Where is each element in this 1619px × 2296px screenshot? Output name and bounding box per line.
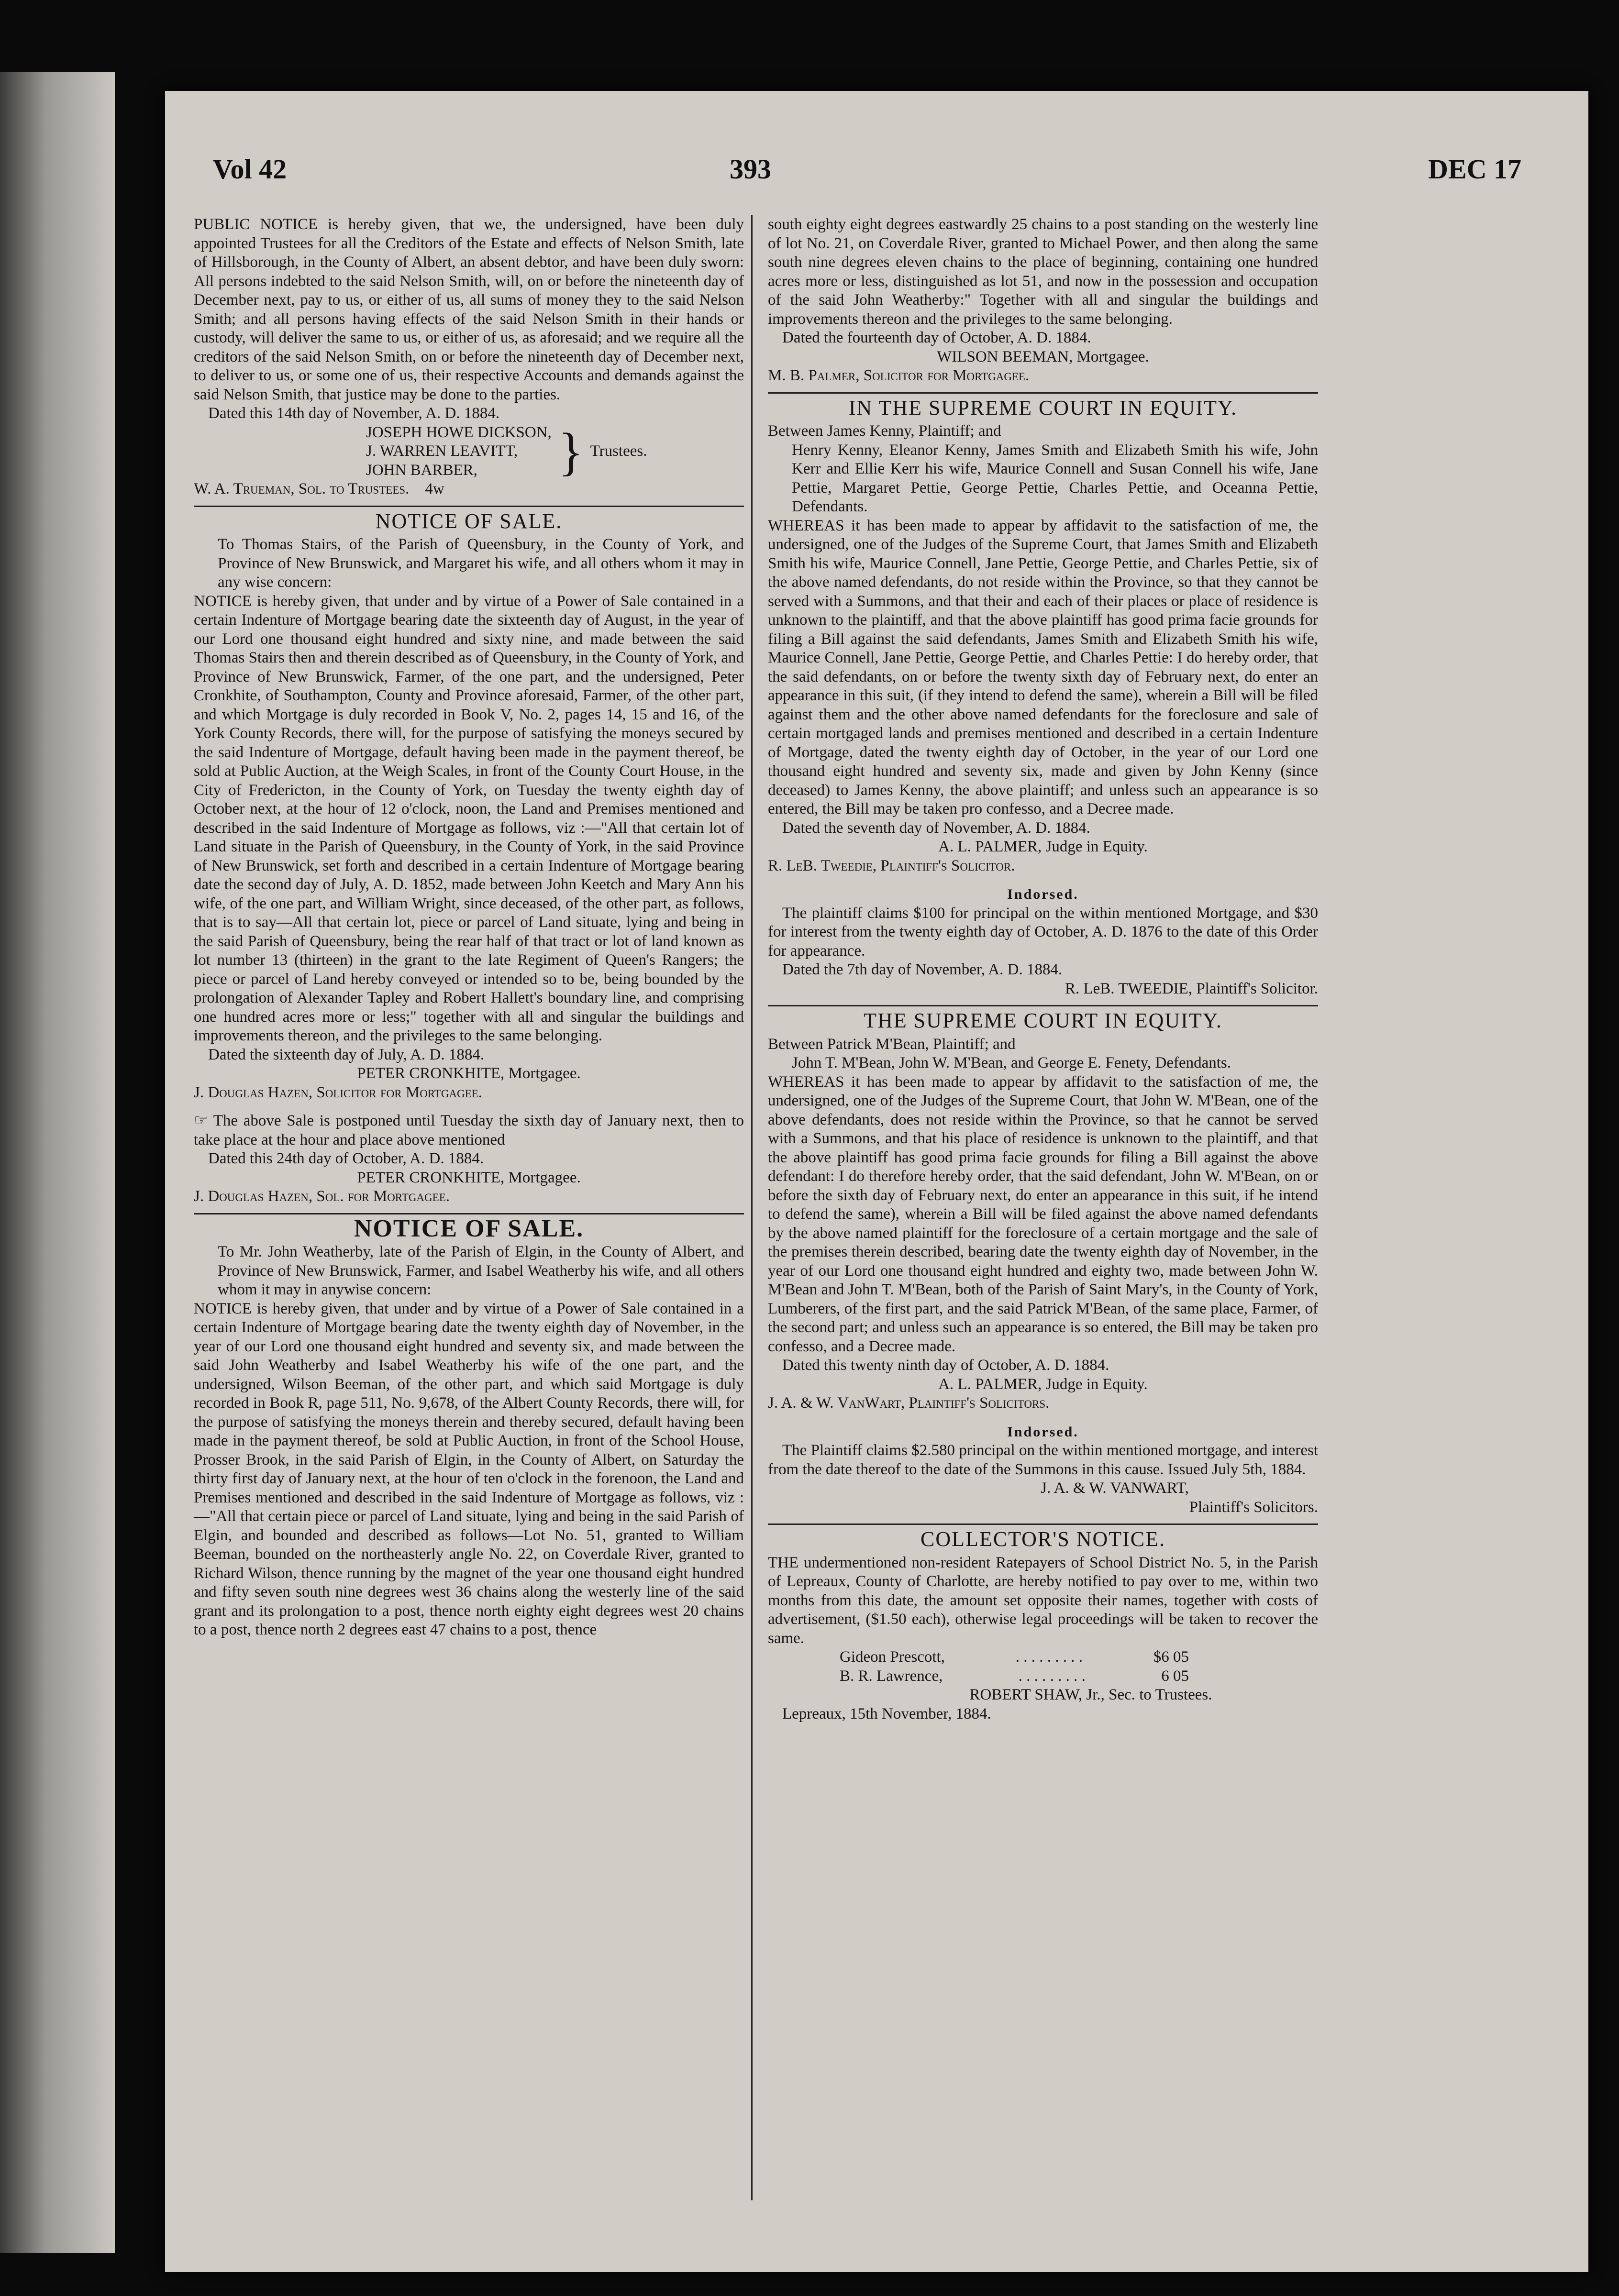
solicitor-line: J. Douglas Hazen, Sol. for Mortgagee. — [194, 1188, 450, 1205]
section-title: NOTICE OF SALE. — [375, 509, 563, 533]
indorsed-signature-role: Plaintiff's Solicitors. — [1189, 1498, 1318, 1516]
indorsed-label: Indorsed. — [1007, 886, 1079, 902]
notice-of-sale-stairs — [194, 509, 744, 1206]
postponement-dated: Dated this 24th day of October, A. D. 1884. — [208, 1150, 484, 1167]
solicitor-line: J. A. & W. VanWart, Plaintiff's Solicitors. — [768, 1394, 1050, 1412]
trustee-notice — [194, 215, 744, 499]
section-rule — [194, 506, 744, 507]
section-title: IN THE SUPREME COURT IN EQUITY. — [848, 396, 1238, 419]
solicitor-line: W. A. Trueman, Sol. to Trustees. — [194, 480, 410, 497]
order-body: WHEREAS it has been made to appear by affidavit to the satisfaction of me, the undersigned, one of the Judges of the Supreme Court, that John W. M'Bean, one of the above defendants, does not reside within the Province, so that he cannot be served with a Summons, and that his place of residence is unknown to the plaintiff, and that the above plaintiff has good prima facie grounds for filing a Bill against the above defendant: I do therefore hereby order, that the said defendant, John W. M'Bean, on or before the sixth day of February next, do enter an appearance in this suit, if he intend to defend the same), wherein a Bill will be filed against the above named defendants by the above named plaintiff for the foreclosure of a certain mortgage and the sale of the premises therein described, bearing date the twenty eighth day of November, in the year of our Lord one thousand eight hundred and eighty two, made between John W. M'Bean and John T. M'Bean, both of the Parish of Saint Mary's, in the County of York, Lumberers, of the first part, and the said Patrick M'Bean, of the same place, Farmer, of the second part; and unless such an appearance is so entered, the Bill may be taken pro confesso, and a Decree made. — [768, 1073, 1318, 1355]
section-rule — [768, 392, 1318, 394]
equity-notice-kenny — [768, 398, 1318, 999]
order-dated: Dated the seventh day of November, A. D. 1884. — [782, 819, 1090, 837]
indorsed-signature: J. A. & W. VANWART, — [1041, 1479, 1189, 1497]
judge-signature: A. L. PALMER, Judge in Equity. — [938, 1375, 1148, 1393]
section-rule — [768, 1005, 1318, 1006]
equity-notice-mbean — [768, 1011, 1318, 1517]
order-dated: Dated this twenty ninth day of October, A. D. 1884. — [782, 1357, 1109, 1374]
section-title: NOTICE OF SALE. — [354, 1214, 584, 1242]
leader-dots: . . . . . . . . . — [1015, 1648, 1083, 1666]
order-body: WHEREAS it has been made to appear by affidavit to the satisfaction of me, the undersigned, one of the Judges of the Supreme Court, that James Smith and Elizabeth Smith his wife, Maurice Connell, Jane Pettie, George Pettie, and Charles Pettie, six of the above named defendants, do not reside within the Province, so that they cannot be served with a Summons, and that their and each of their places or place of residence is unknown to the plaintiff, and that the above plaintiff has good prima facie grounds for filing a Bill against the said defendants, James Smith and Elizabeth Smith his wife, Maurice Connell, Jane Pettie, George Pettie, and Charles Pettie: I do hereby order, that the said defendants, on or before the twenty sixth day of February next, do enter an appearance in this suit, (if they intend to defend the same), wherein a Bill will be filed against them and the other above named defendants for the foreclosure and sale of certain mortgaged lands and premises mentioned and described in a certain Indenture of Mortgage, dated the twenty eighth day of October, in the year of our Lord one thousand eight hundred and seventy six, made and given by John Kenny (since deceased) to James Kenny, the above plaintiff; and unless such an appearance is so entered, the Bill may be taken pro confesso, and a Decree made. — [768, 517, 1318, 817]
notice-dated: Dated this 14th day of November, A. D. 1884. — [208, 405, 500, 422]
page-number: 393 — [730, 154, 771, 185]
ratepayer-amount: $6 05 — [1153, 1648, 1189, 1666]
sale-dated: Dated the sixteenth day of July, A. D. 1884. — [208, 1046, 485, 1063]
collectors-notice — [768, 1527, 1318, 1723]
ratepayer-name: Gideon Prescott, — [840, 1648, 945, 1666]
indorsed-signature: R. LeB. TWEEDIE, Plaintiff's Solicitor. — [1065, 980, 1318, 997]
section-rule — [768, 1523, 1318, 1525]
section-title: THE SUPREME COURT IN EQUITY. — [864, 1009, 1222, 1032]
ratepayer-name: B. R. Lawrence, — [840, 1667, 943, 1685]
judge-signature: A. L. PALMER, Judge in Equity. — [938, 838, 1148, 855]
brace-glyph: } — [558, 422, 584, 481]
book-spine — [0, 72, 115, 2253]
ratepayer-amount: 6 05 — [1161, 1667, 1189, 1685]
collector-body: THE undermentioned non-resident Ratepayers of School District No. 5, in the Parish of Lepreaux, County of Charlotte, are hereby notified to pay over to me, within two months from this date, the amount set opposite their names, together with costs of advertisement, ($1.50 each), otherwise legal proceedings will be taken to recover the same. — [768, 1554, 1318, 1647]
section-rule — [194, 1213, 744, 1214]
indorsed-body: The plaintiff claims $100 for principal on the within mentioned Mortgage, and $30 for interest from the twenty eighth day of October, A. D. 1876 to the date of this Order for appearance. — [768, 904, 1318, 960]
right-column — [768, 215, 1318, 1723]
notice-of-sale-weatherby — [194, 1214, 744, 1640]
insertion-count: 4w — [425, 480, 444, 497]
sale-body: NOTICE is hereby given, that under and by virtue of a Power of Sale contained in a certain Indenture of Mortgage bearing date the twenty eighth day of November, in the year of our Lord one thousand eight hundred and seventy six, and made between the said John Weatherby and Isabel Weatherby his wife of the one part, and the undersigned, Wilson Beeman, of the other part, and which said Mortgage is duly recorded in Book R, page 511, No. 9,678, of the Albert County Records, there will, for the purpose of satisfying the moneys therein and thereby secured, default having been made in the payment thereof, be sold at Public Auction, in front of the School House, Prosser Brook, in the said Parish of Elgin, in the County of Albert, on Saturday the thirty first day of January next, at the hour of ten o'clock in the forenoon, the Land and Premises mentioned and described in the said Indenture of Mortgage as follows, viz :—"All that certain piece or parcel of Land situate, lying and being in the said Parish of Elgin, and bounded and described as follows—Lot No. 51, granted to William Beeman, bounded on the northeasterly angle No. 22, on Coverdale River, granted to Richard Wilson, thence running by the magnet of the year one thousand eight hundred and fifty seven south nine degrees west 36 chains along the westerly line of the said grant and its prolongation to a post, thence north eighty eight degrees west 20 chains to a post, thence north 2 degrees east 47 chains to a post, thence — [194, 1300, 744, 1638]
defendants: Henry Kenny, Eleanor Kenny, James Smith and Elizabeth Smith his wife, John Kerr and Ellie Kerr his wife, Maurice Connell and Susan Connell his wife, Jane Pettie, Margaret Pettie, George Pettie, Charles Pettie, and Oceanna Pettie, Defendants. — [792, 441, 1318, 515]
mortgagee-signature: WILSON BEEMAN, Mortgagee. — [937, 348, 1149, 365]
indorsed-dated: Dated the 7th day of November, A. D. 1884. — [782, 961, 1063, 978]
newspaper-page — [165, 91, 1588, 2272]
column-divider — [751, 215, 753, 2200]
section-title: COLLECTOR'S NOTICE. — [920, 1527, 1165, 1551]
between-line: Between Patrick M'Bean, Plaintiff; and — [768, 1035, 1016, 1053]
trustees-label: Trustees. — [590, 442, 647, 460]
indorsed-body: The Plaintiff claims $2.580 principal on the within mentioned mortgage, and interest from the date thereof to the date of the Summons in this cause. Issued July 5th, 1884. — [768, 1442, 1318, 1478]
collector-dateline: Lepreaux, 15th November, 1884. — [782, 1705, 991, 1722]
notice-of-sale-continued — [768, 215, 1318, 386]
solicitor-line: M. B. Palmer, Solicitor for Mortgagee. — [768, 367, 1030, 384]
ratepayer-row — [840, 1648, 1189, 1667]
collector-signature: ROBERT SHAW, Jr., Sec. to Trustees. — [969, 1686, 1212, 1703]
trustee-name: JOSEPH HOWE DICKSON, — [366, 423, 552, 441]
between-line: Between James Kenny, Plaintiff; and — [768, 422, 1001, 440]
volume-label: Vol 42 — [213, 154, 287, 185]
notice-body: PUBLIC NOTICE is hereby given, that we, the undersigned, have been duly appointed Trustees for all the Creditors of the Estate and effects of Nelson Smith, late of Hillsborough, in the County of Albert, an absent debtor, and have been duly sworn: All persons indebted to the said Nelson Smith, will, on or before the nineteenth day of December next, pay to us, or either of us, all sums of money they to the said Nelson Smith; and all persons having effects of the said Nelson Smith in their hands or custody, will deliver the same to us, or either of us, as aforesaid; and we require all the creditors of the said Nelson Smith, on or before the nineteenth day of December next, to deliver to us, or some one of us, their respective Accounts and demands against the said Nelson Smith, that justice may be done to the parties. — [194, 216, 744, 403]
ratepayer-row — [840, 1667, 1189, 1686]
trustee-name: JOHN BARBER, — [366, 461, 477, 479]
solicitor-line: J. Douglas Hazen, Solicitor for Mortgagee. — [194, 1083, 482, 1101]
mortgagee-signature: PETER CRONKHITE, Mortgagee. — [357, 1065, 581, 1082]
addressees: To Mr. John Weatherby, late of the Parish of Elgin, in the County of Albert, and Province of New Brunswick, Farmer, and Isabel Weatherby his wife, and all others whom it may in anywise concern: — [218, 1243, 744, 1298]
trustee-name: J. WARREN LEAVITT, — [366, 442, 518, 460]
sale-body-continued: south eighty eight degrees eastwardly 25 chains to a post standing on the westerly line of lot No. 21, on Coverdale River, granted to Michael Power, and then along the same south nine degrees eleven chains to the place of beginning, containing one hundred acres more or less, distinguished as lot 51, and now in the possession and occupation of the said John Weatherby:" Together with all and singular the buildings and improvements thereon and the privileges to the same belonging. — [768, 216, 1318, 328]
defendants: John T. M'Bean, John W. M'Bean, and George E. Fenety, Defendants. — [792, 1054, 1231, 1071]
sale-body: NOTICE is hereby given, that under and by virtue of a Power of Sale contained in a certain Indenture of Mortgage bearing date the sixteenth day of August, in the year of our Lord one thousand eight hundred and sixty nine, and made between the said Thomas Stairs then and therein described as of Queensbury, in the County of York, and Province of New Brunswick, Farmer, of the one part, and the undersigned, Peter Cronkhite, of Southampton, County and Province aforesaid, Farmer, of the other part, and which Mortgage is duly recorded in Book V, No. 2, pages 14, 15 and 16, of the York County Records, there will, for the purpose of satisfying the moneys secured by the said Indenture of Mortgage, default having been made in the payment thereof, be sold at Public Auction, at the Weigh Scales, in front of the County Court House, in the City of Fredericton, in the County of York, on Tuesday the twenty eighth day of October next, at the hour of 12 o'clock, noon, the Land and Premises mentioned and described in the said Indenture of Mortgage as follows, viz :—"All that certain lot of Land situate in the Parish of Queensbury, in the County of York, in the said Province of New Brunswick, set forth and described in a certain Indenture of Mortgage bearing date the second day of July, A. D. 1852, made between John Keetch and Mary Ann his wife, of the one part, and William Wright, since deceased, of the other part, as follows, that is to say—All that certain lot, piece or parcel of Land situate, lying and being in the said Parish of Queensbury, being the rear half of that tract or lot of land known as lot number 13 (thirteen) in the grant to the late Regiment of Queen's Rangers; the piece or parcel of Land hereby conveyed or intended so to be, being bounded by the prolongation of Alexander Tapley and Robert Hallett's boundary line, and comprising one hundred acres more or less;" together with all and singular the buildings and improvements thereon, and the privileges to the same belonging. — [194, 592, 744, 1044]
leader-dots: . . . . . . . . . — [1018, 1667, 1086, 1685]
issue-date: DEC 17 — [1428, 154, 1521, 185]
solicitor-line: R. LeB. Tweedie, Plaintiff's Solicitor. — [768, 857, 1015, 874]
trustee-list — [366, 423, 744, 480]
addressees: To Thomas Stairs, of the Parish of Queensbury, in the County of York, and Province of New Brunswick, and Margaret his wife, and all others whom it may in any wise concern: — [218, 536, 744, 591]
left-column — [194, 215, 744, 1640]
mortgagee-signature: PETER CRONKHITE, Mortgagee. — [357, 1169, 581, 1186]
postponement-note: ☞ The above Sale is postponed until Tuesday the sixth day of January next, then to take place at the hour and place above mentioned — [194, 1112, 744, 1148]
indorsed-label: Indorsed. — [1007, 1424, 1079, 1440]
sale-dated: Dated the fourteenth day of October, A. D. 1884. — [782, 329, 1091, 346]
